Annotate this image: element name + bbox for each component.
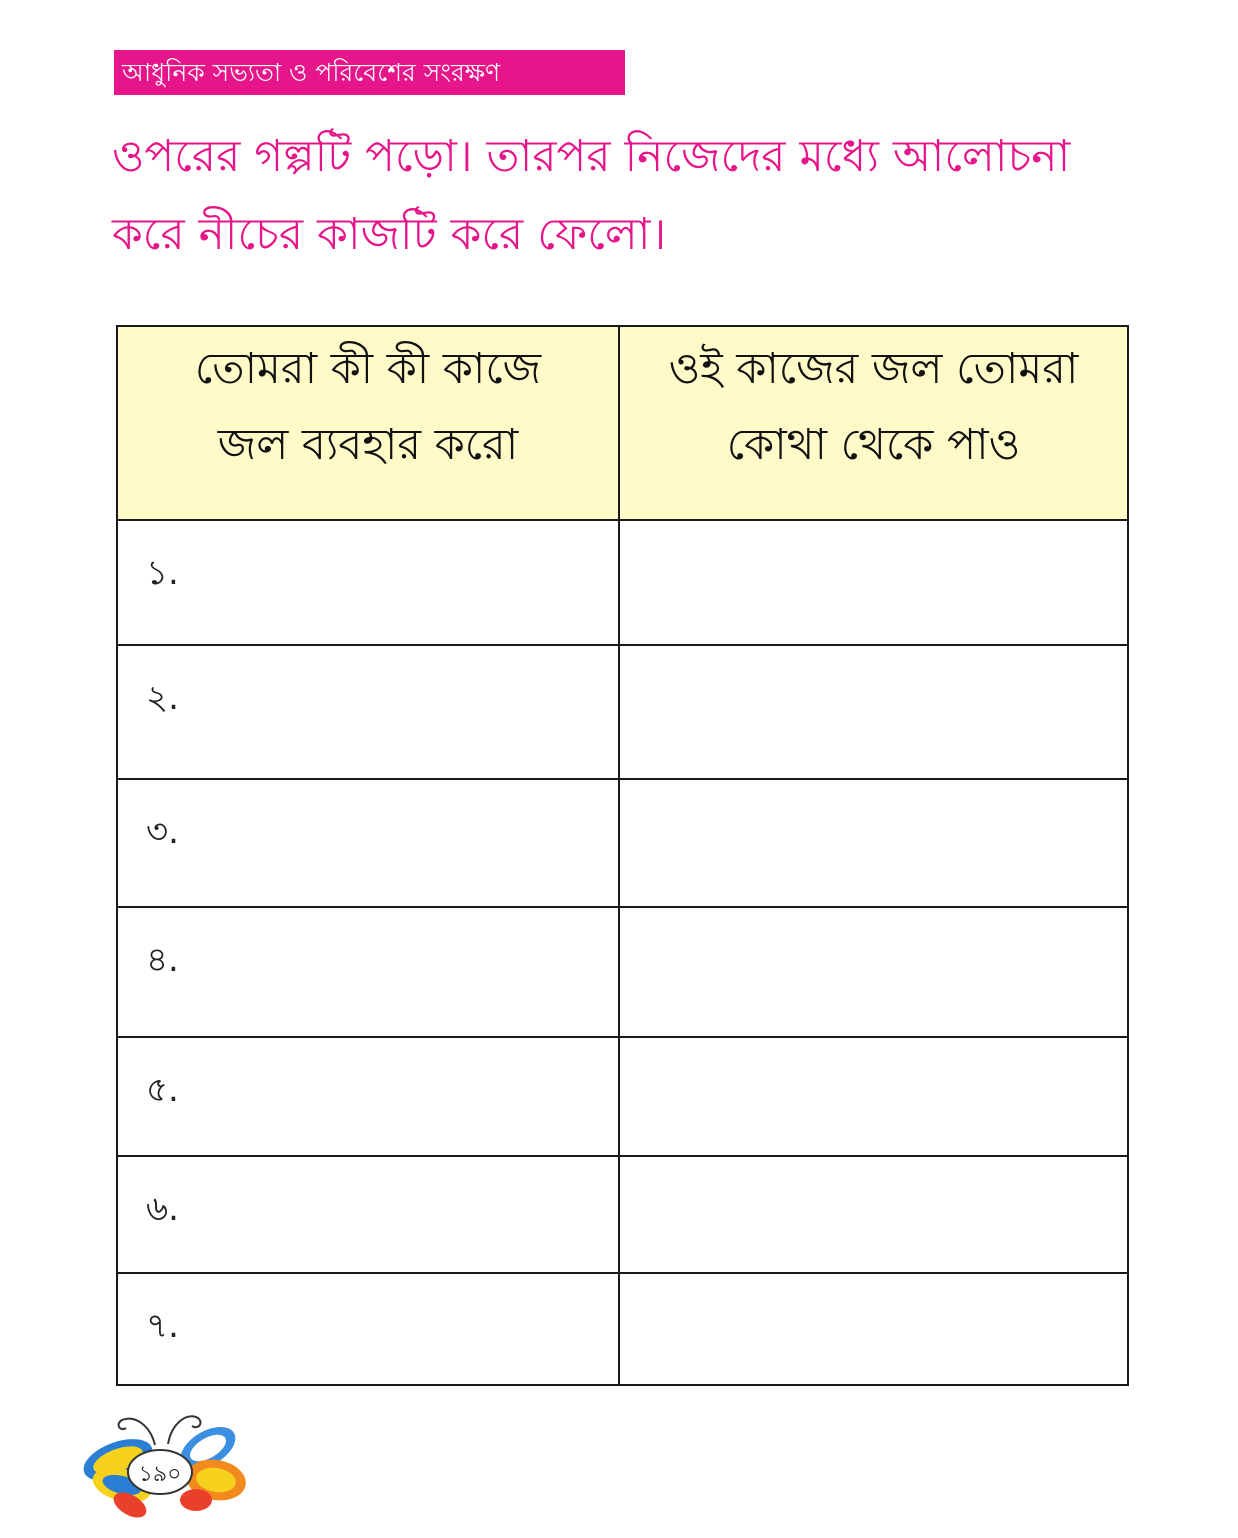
table-row <box>117 1037 1128 1156</box>
row-number: ৪. <box>146 940 179 980</box>
answer-cell-use[interactable] <box>117 520 619 645</box>
answer-cell-use[interactable] <box>117 1156 619 1273</box>
table-header-row <box>117 326 1128 520</box>
column-header-water-uses <box>117 326 619 520</box>
answer-cell-source[interactable] <box>619 1156 1128 1273</box>
answer-cell-source[interactable] <box>619 1273 1128 1385</box>
header-text-line: ওই কাজের জল তোমরা <box>668 344 1079 394</box>
table-row <box>117 520 1128 645</box>
header-text-line: তোমরা কী কী কাজে <box>194 344 542 394</box>
answer-cell-source[interactable] <box>619 779 1128 907</box>
worksheet-table <box>116 325 1129 1386</box>
row-number: ৬. <box>146 1189 179 1229</box>
table-row <box>117 1156 1128 1273</box>
row-number: ৭. <box>146 1306 179 1346</box>
answer-cell-use[interactable] <box>117 645 619 779</box>
answer-cell-use[interactable] <box>117 1273 619 1385</box>
row-number: ১. <box>146 553 179 593</box>
answer-cell-source[interactable] <box>619 907 1128 1037</box>
column-header-water-sources <box>619 326 1128 520</box>
row-number: ৩. <box>146 812 179 852</box>
answer-cell-source[interactable] <box>619 520 1128 645</box>
instruction-text <box>112 118 1172 274</box>
table-row <box>117 779 1128 907</box>
row-number: ২. <box>146 678 179 718</box>
table-row <box>117 907 1128 1037</box>
butterfly-page-badge <box>60 1400 260 1525</box>
table-row <box>117 645 1128 779</box>
header-text-line: কোথা থেকে পাও <box>726 420 1021 470</box>
row-number: ৫. <box>146 1070 179 1110</box>
chapter-tag: আধুনিক সভ্যতা ও পরিবেশের সংরক্ষণ <box>114 50 625 95</box>
header-text-line: জল ব্যবহার করো <box>217 420 519 470</box>
answer-cell-use[interactable] <box>117 779 619 907</box>
instruction-line-2: করে নীচের কাজটি করে ফেলো। <box>112 209 667 260</box>
page-number: ১৯০ <box>138 1462 182 1487</box>
answer-cell-use[interactable] <box>117 907 619 1037</box>
answer-cell-source[interactable] <box>619 1037 1128 1156</box>
table-row <box>117 1273 1128 1385</box>
instruction-line-1: ওপরের গল্পটি পড়ো। তারপর নিজেদের মধ্যে আলোচনা <box>112 131 1071 182</box>
answer-cell-use[interactable] <box>117 1037 619 1156</box>
answer-cell-source[interactable] <box>619 645 1128 779</box>
